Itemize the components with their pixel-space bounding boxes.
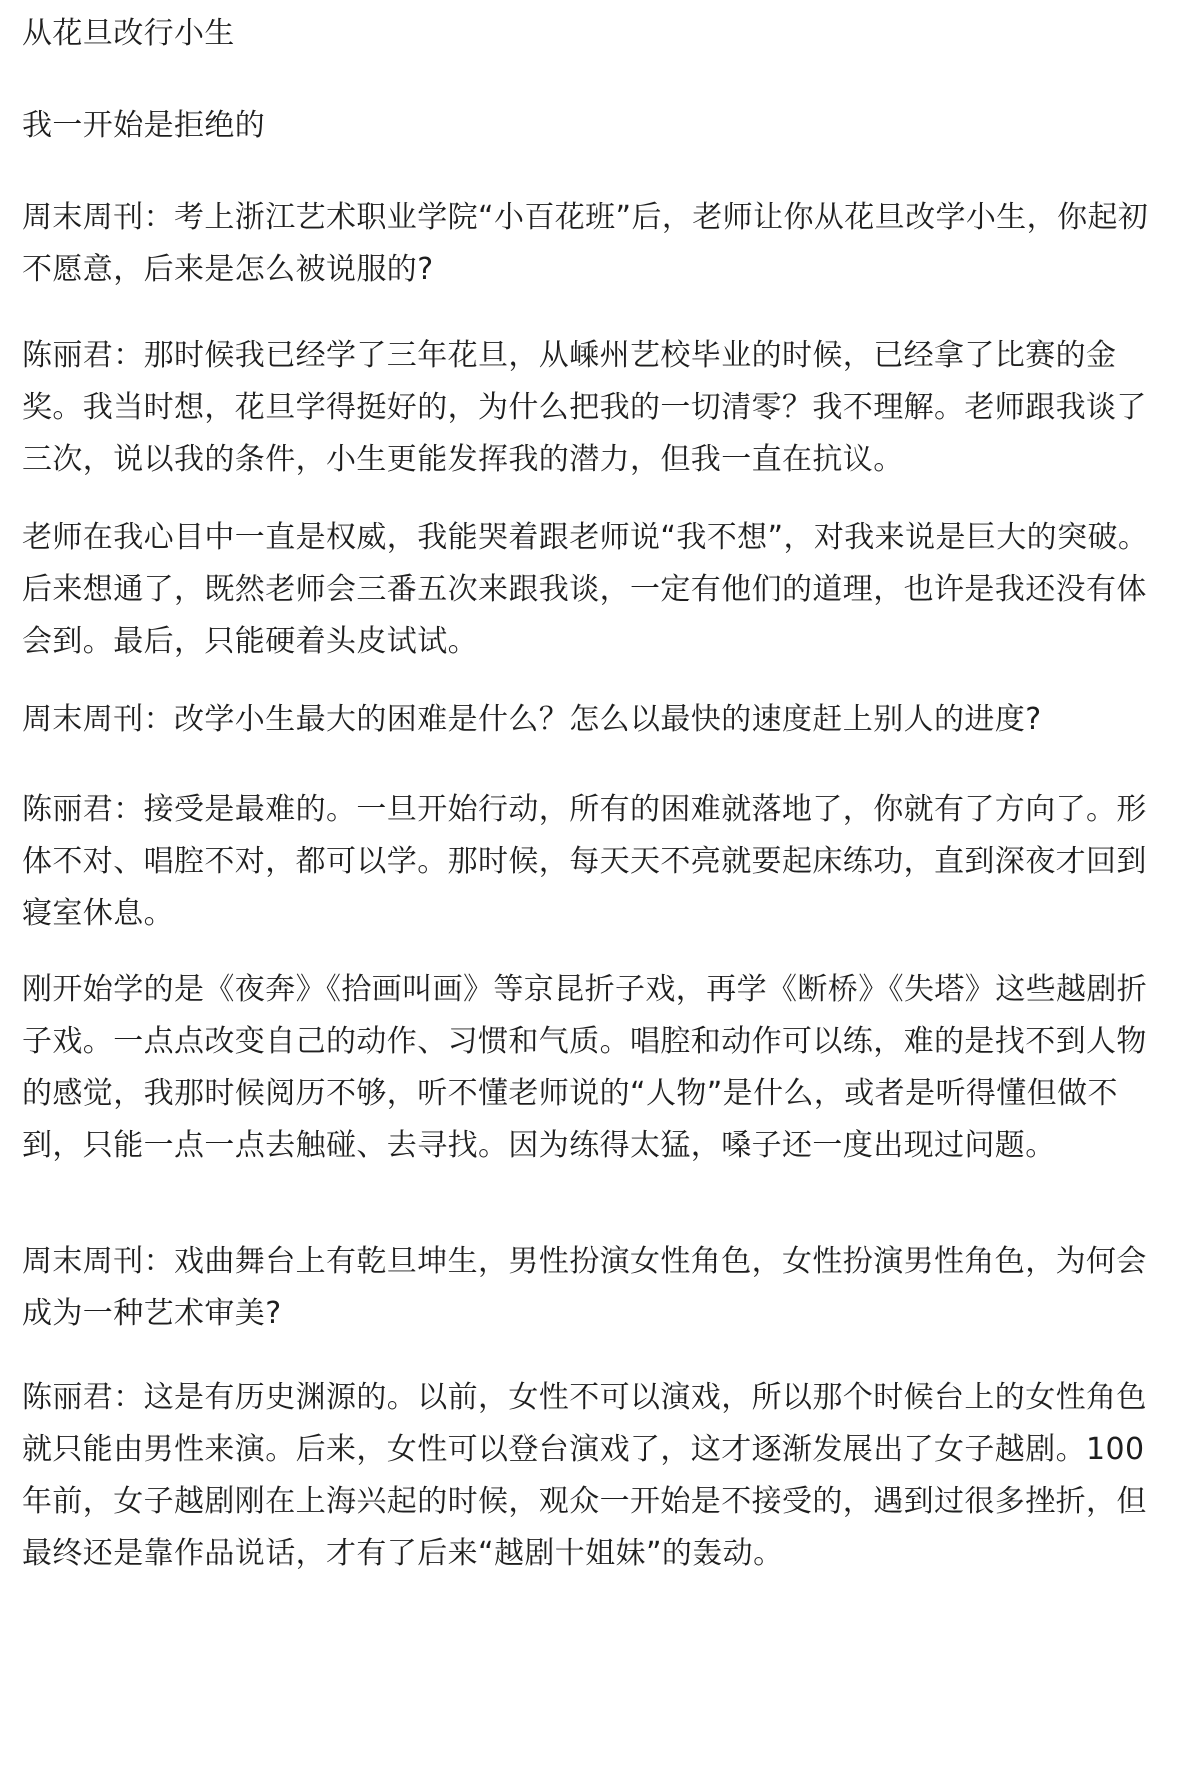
paragraph-question-1: 周末周刊：考上浙江艺术职业学院“小百花班”后，老师让你从花旦改学小生，你起初不愿意，后来是怎么被说服的? [22,200,1149,287]
paragraph-answer-1a: 陈丽君：那时候我已经学了三年花旦，从嵊州艺校毕业的时候，已经拿了比赛的金奖。我当时想，花旦学得挺好的，为什么把我的一切清零？我不理解。老师跟我谈了三次，说以我的条件，小生更能发挥我的潜力，但我一直在抗议。 [22,338,1147,477]
paragraph-question-3: 周末周刊：戏曲舞台上有乾旦坤生，男性扮演女性角色，女性扮演男性角色，为何会成为一种艺术审美? [22,1244,1147,1331]
paragraph-answer-2a: 陈丽君：接受是最难的。一旦开始行动，所有的困难就落地了，你就有了方向了。形体不对、唱腔不对，都可以学。那时候，每天天不亮就要起床练功，直到深夜才回到寝室休息。 [22,792,1147,931]
paragraph-answer-1b: 老师在我心目中一直是权威，我能哭着跟老师说“我不想”，对我来说是巨大的突破。后来想通了，既然老师会三番五次来跟我谈，一定有他们的道理，也许是我还没有体会到。最后，只能硬着头皮试试。 [22,520,1149,659]
article-subtitle: 我一开始是拒绝的 [22,108,266,143]
paragraph-answer-3: 陈丽君：这是有历史渊源的。以前，女性不可以演戏，所以那个时候台上的女性角色就只能由男性来演。后来，女性可以登台演戏了，这才逐渐发展出了女子越剧。100年前，女子越剧刚在上海兴起的时候，观众一开始是不接受的，遇到过很多挫折，但最终还是靠作品说话，才有了后来“越剧十姐妹”的轰动。 [22,1380,1147,1571]
paragraph-question-2: 周末周刊：改学小生最大的困难是什么？怎么以最快的速度赶上别人的进度? [22,702,1042,737]
article-title: 从花旦改行小生 [22,16,235,51]
paragraph-answer-2b: 刚开始学的是《夜奔》《拾画叫画》等京昆折子戏，再学《断桥》《失塔》这些越剧折子戏。一点点改变自己的动作、习惯和气质。唱腔和动作可以练，难的是找不到人物的感觉，我那时候阅历不够，听不懂老师说的“人物”是什么，或者是听得懂但做不到，只能一点一点去触碰、去寻找。因为练得太猛，嗓子还一度出现过问题。 [22,972,1148,1163]
